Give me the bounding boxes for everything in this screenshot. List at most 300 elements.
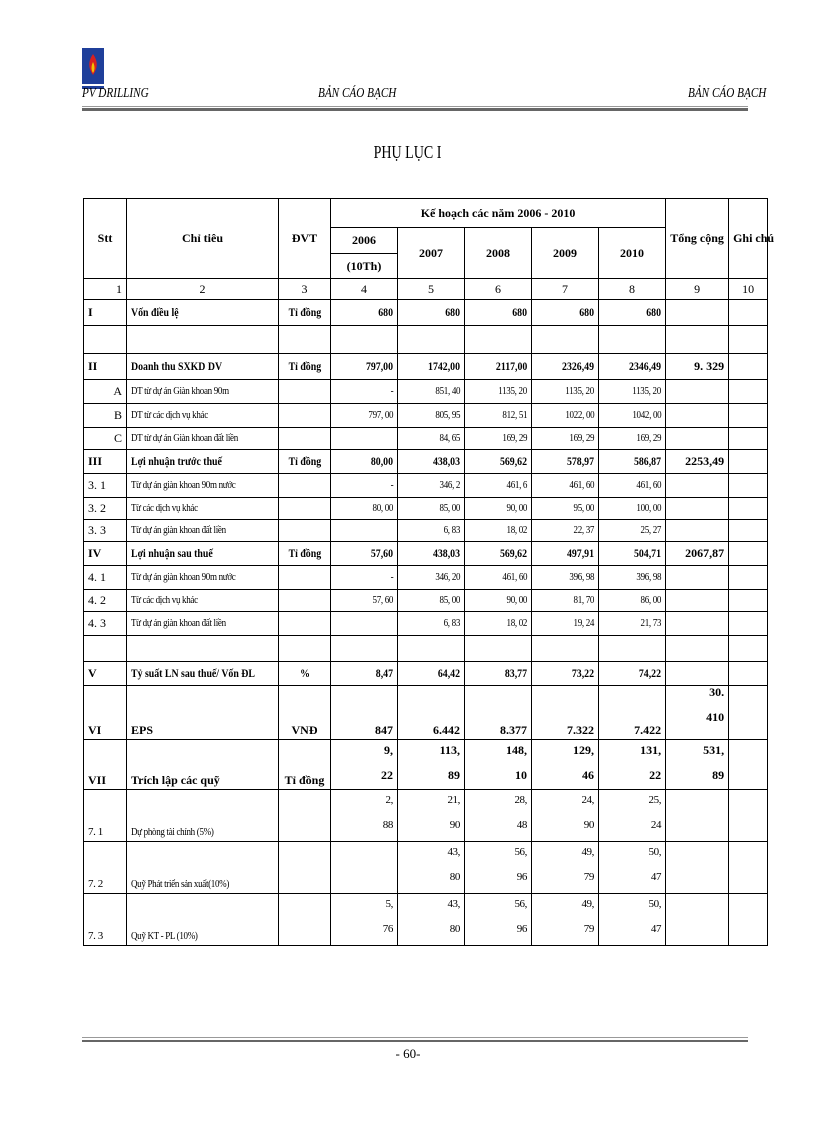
cell-line-top: 2, [385,794,393,806]
table-row [84,612,768,636]
row-label [127,590,279,612]
table-row-fund [84,790,768,842]
row-value [465,590,532,612]
row-value [599,590,666,612]
row-unit [279,590,331,612]
row-label-text: Từ dự án giàn khoan 90m nước [131,479,236,491]
index-cell: 10 [729,279,768,300]
row-value-text: 8,47 [375,666,393,680]
row-value-text: 680 [378,305,393,319]
row-stt: 3. 1 [84,474,127,498]
row-stt: V [84,662,127,686]
cell-line-top: 49, [581,898,594,910]
row-value [331,380,398,404]
cell-line-bottom: 46 [582,768,594,782]
row-stt: A [84,380,127,404]
col-header-2006-note: (10Th) [331,254,398,279]
row-value-text: 680 [579,305,594,319]
row-value-text: 569,62 [499,454,527,468]
row-value [331,612,398,636]
row-value-text: 680 [512,305,527,319]
row-value-text: 83,77 [504,666,527,680]
row-value [465,520,532,542]
row-value: 7.322 [532,686,599,740]
cell-line-bottom: 89 [712,768,725,782]
col-header-2010: 2010 [599,228,666,279]
row-value [398,428,465,450]
row-value-text: 396, 98 [636,571,662,583]
row-value [398,590,465,612]
row-value [465,566,532,590]
index-cell: 6 [465,279,532,300]
row-total [666,590,729,612]
index-cell: 7 [532,279,599,300]
row-value [532,474,599,498]
row-label [127,566,279,590]
table-row [84,380,768,404]
row-value-text: 80, 00 [372,502,393,514]
row-value [532,636,599,662]
row-value [398,450,465,474]
row-value-text: 2326,49 [562,359,594,373]
table-row [84,404,768,428]
row-total [666,566,729,590]
row-label-text: Từ các dịch vụ khác [131,502,198,514]
row-value [398,354,465,380]
row-stt: IV [84,542,127,566]
row-unit [279,542,331,566]
row-label [127,404,279,428]
row-label-text: Vốn điều lệ [131,305,179,319]
row-value-text: 1042, 00 [632,409,662,421]
row-stt: VI [84,686,127,740]
row-unit [279,326,331,354]
row-unit [279,662,331,686]
cell-line-top: 5, [385,898,393,910]
cell-line-bottom: 79 [583,923,594,935]
header-rule-thick [82,108,748,111]
row-total [666,636,729,662]
row-total [666,404,729,428]
row-note [729,326,768,354]
row-unit [279,428,331,450]
row-stt: 4. 1 [84,566,127,590]
row-label [127,326,279,354]
row-value-text: 346, 20 [435,571,460,583]
table-row [84,474,768,498]
financial-plan-table [83,198,775,946]
cell-line-bottom: 79 [583,871,594,883]
row-stt: 7. 2 [84,842,127,894]
header-doc-title: BẢN CÁO BẠCH [318,86,397,101]
row-total-bottom: 410 [706,710,725,724]
row-value-text: - [390,571,393,583]
row-value [532,542,599,566]
row-stt [84,636,127,662]
index-row [84,279,768,300]
row-value [398,326,465,354]
row-total: 2253,49 [666,450,729,474]
index-cell: 5 [398,279,465,300]
row-label [127,790,279,842]
table-row [84,636,768,662]
row-value-text: 73,22 [571,666,594,680]
row-unit-text: Tỉ đồng [288,454,321,468]
row-total: 9. 329 [666,354,729,380]
row-unit [279,404,331,428]
table-row-vii [84,740,768,790]
row-value [465,498,532,520]
index-cell: 8 [599,279,666,300]
row-note [729,300,768,326]
row-value [331,662,398,686]
row-note [729,790,768,842]
row-value-text: 90, 00 [506,502,527,514]
row-label [127,842,279,894]
row-label-text: Từ các dịch vụ khác [131,594,198,606]
row-value [532,380,599,404]
row-label: EPS [127,686,279,740]
row-label [127,612,279,636]
col-header-2008: 2008 [465,228,532,279]
col-header-stt: Stt [84,199,127,279]
row-value-text: 1742,00 [428,359,460,373]
row-value [532,404,599,428]
row-value: 7.422 [599,686,666,740]
row-value [532,894,599,946]
row-stt: 4. 2 [84,590,127,612]
row-value-text: 74,22 [638,666,662,680]
row-value-text: 84, 65 [439,432,460,444]
row-note [729,566,768,590]
cell-line-bottom: 89 [448,768,460,782]
row-unit [279,300,331,326]
row-value: 8.377 [465,686,532,740]
cell-line-top: 9, [384,743,393,757]
table-row [84,326,768,354]
row-value [532,520,599,542]
row-value-text: 169, 29 [636,432,662,444]
row-value [398,894,465,946]
row-value [331,790,398,842]
row-total: 2067,87 [666,542,729,566]
row-value [398,542,465,566]
row-stt: 4. 3 [84,612,127,636]
footer-rule [82,1037,748,1038]
row-label-text: Quỹ Phát triển sản xuất(10%) [131,878,230,890]
row-value [331,404,398,428]
row-label [127,354,279,380]
row-value [398,636,465,662]
row-value [532,354,599,380]
row-value [599,662,666,686]
row-value-text: 461, 60 [636,479,662,491]
row-value: 847 [331,686,398,740]
row-value-text: 100, 00 [636,502,662,514]
row-label-text: Quỹ KT - PL (10%) [131,930,198,942]
cell-line-bottom: 90 [449,819,460,831]
row-value: 6.442 [398,686,465,740]
row-value [599,450,666,474]
row-stt: VII [84,740,127,790]
row-label: Trích lập các quỹ [127,740,279,790]
row-value [398,474,465,498]
row-value [532,428,599,450]
row-value [532,326,599,354]
row-note [729,354,768,380]
row-total [666,842,729,894]
row-total [666,498,729,520]
cell-line-bottom: 22 [381,768,393,782]
row-value-text: 569,62 [499,546,527,560]
row-value [532,450,599,474]
row-value [398,380,465,404]
row-value-text: 1135, 20 [565,385,594,397]
row-label-text: Tỷ suất LN sau thuế/ Vốn ĐL [131,666,255,680]
cell-line-top: 43, [447,846,460,858]
row-value [398,842,465,894]
row-value [398,612,465,636]
row-note [729,590,768,612]
row-value-text: 438,03 [432,454,460,468]
row-label-text: Từ dự án giàn khoan 90m nước [131,571,236,583]
row-value [532,662,599,686]
row-value [398,662,465,686]
row-stt: 7. 3 [84,894,127,946]
row-note [729,612,768,636]
row-value [465,474,532,498]
table-row-fund [84,894,768,946]
row-value-text: 81, 70 [573,594,594,606]
row-note [729,662,768,686]
row-value-text: 6, 83 [443,524,460,536]
row-value-text: 461, 6 [506,479,527,491]
row-value [532,740,599,790]
cell-line-top: 43, [447,898,460,910]
row-value-text: 396, 98 [569,571,594,583]
row-note [729,542,768,566]
row-value [599,520,666,542]
row-value [465,450,532,474]
row-stt: II [84,354,127,380]
row-total [666,380,729,404]
cell-line-top: 56, [514,898,527,910]
row-note [729,636,768,662]
row-value-text: 438,03 [432,546,460,560]
row-total [666,686,729,740]
page-title: PHỤ LỤC I [374,142,442,162]
row-value [331,842,398,894]
index-cell: 9 [666,279,729,300]
row-value [331,566,398,590]
row-value [599,894,666,946]
col-header-chi-tieu: Chỉ tiêu [127,199,279,279]
row-value-text: 586,87 [634,454,662,468]
row-label-text: Từ dự án giàn khoan đất liền [131,617,226,629]
cell-line-top: 531, [703,743,725,757]
row-value-text: 64,42 [437,666,460,680]
table-row-fund [84,842,768,894]
cell-line-top: 50, [648,846,662,858]
row-value [532,566,599,590]
row-value-text: 21, 73 [640,617,662,629]
row-value-text: 25, 27 [640,524,662,536]
cell-line-top [335,842,393,846]
row-value [599,740,666,790]
table-row [84,542,768,566]
row-value-text: 461, 60 [569,479,594,491]
row-unit-text: Tỉ đồng [288,546,321,560]
row-total [666,740,729,790]
header-rule [82,106,748,107]
row-value [465,542,532,566]
row-stt: 3. 2 [84,498,127,520]
table-row [84,354,768,380]
row-label-text: Lợi nhuận trước thuế [131,454,222,468]
row-value [532,300,599,326]
row-unit-text: Tỉ đồng [288,359,321,373]
col-header-2009: 2009 [532,228,599,279]
row-value-text: 18, 02 [506,524,527,536]
row-value-text: 85, 00 [439,594,460,606]
row-value [532,590,599,612]
row-unit [279,842,331,894]
row-value [599,498,666,520]
row-value [532,612,599,636]
row-value-text: 85, 00 [439,502,460,514]
row-value [465,790,532,842]
row-value-text: 805, 95 [435,409,460,421]
row-total [666,520,729,542]
cell-line-top: 56, [514,846,527,858]
row-label [127,498,279,520]
row-value-text: 57, 60 [372,594,393,606]
row-value-text: - [390,479,393,491]
row-value [599,542,666,566]
row-label [127,300,279,326]
row-value [599,790,666,842]
row-note [729,842,768,894]
row-note [729,740,768,790]
row-label [127,662,279,686]
row-value [331,894,398,946]
row-value [532,842,599,894]
row-value [331,520,398,542]
row-value [599,612,666,636]
row-value-text: 497,91 [566,546,594,560]
row-value [398,790,465,842]
cell-line-bottom: 88 [382,819,393,831]
cell-line-bottom: 47 [650,923,662,935]
row-value [599,326,666,354]
cell-line-top: 25, [648,794,662,806]
row-label-text: DT từ dự án Giàn khoan 90m [131,385,229,397]
col-header-dvt: ĐVT [279,199,331,279]
row-value [331,542,398,566]
row-value [599,474,666,498]
col-header-note: Ghi chú [729,199,768,279]
row-value [398,566,465,590]
row-value [465,428,532,450]
row-total [666,662,729,686]
row-label-text: Lợi nhuận sau thuế [131,546,213,560]
row-unit [279,566,331,590]
row-value-text: 680 [445,305,460,319]
row-unit [279,474,331,498]
row-label-text: Dự phòng tài chính (5%) [131,826,214,838]
row-value-text: 346, 2 [439,479,460,491]
row-value [599,842,666,894]
row-total [666,612,729,636]
row-total [666,300,729,326]
table-row-eps [84,686,768,740]
cell-line-bottom: 76 [382,923,393,935]
row-unit-text: % [299,666,310,680]
col-header-total: Tổng cộng [666,199,729,279]
index-cell: 3 [279,279,331,300]
row-value [532,790,599,842]
row-stt: C [84,428,127,450]
footer-rule-thick [82,1040,748,1042]
cell-line-bottom: 48 [516,819,527,831]
row-value [599,636,666,662]
row-label [127,520,279,542]
row-unit [279,612,331,636]
row-value-text: 80,00 [370,454,393,468]
row-value-text: 95, 00 [573,502,594,514]
row-label [127,894,279,946]
cell-line-bottom: 10 [515,768,527,782]
row-value [465,636,532,662]
row-value-text: 169, 29 [502,432,527,444]
index-cell: 4 [331,279,398,300]
row-value [398,520,465,542]
row-label [127,450,279,474]
row-unit: VNĐ [279,686,331,740]
row-unit [279,450,331,474]
cell-line-top: 50, [648,898,662,910]
row-value-text: 1022, 00 [565,409,594,421]
cell-line-bottom: 80 [449,871,460,883]
row-value [331,740,398,790]
cell-line-bottom: 24 [650,819,662,831]
row-value [599,566,666,590]
cell-line-bottom: 80 [449,923,460,935]
table-row [84,520,768,542]
row-note [729,404,768,428]
row-value-text: 680 [646,305,662,319]
cell-line-top: 113, [439,743,460,757]
index-cell: 2 [127,279,279,300]
cell-line-bottom: 90 [583,819,594,831]
table-row [84,498,768,520]
row-value [331,326,398,354]
row-unit [279,636,331,662]
row-note [729,686,768,740]
row-stt: 3. 3 [84,520,127,542]
row-value [465,740,532,790]
col-header-2006: 2006 [331,228,398,254]
row-label-text: DT từ các dịch vụ khác [131,409,208,421]
row-unit [279,354,331,380]
row-total [666,474,729,498]
row-value-text: 86, 00 [640,594,662,606]
cell-line-top: 28, [514,794,527,806]
company-name: PV DRILLING [82,86,149,101]
row-value [599,354,666,380]
row-note [729,520,768,542]
row-value [331,590,398,612]
